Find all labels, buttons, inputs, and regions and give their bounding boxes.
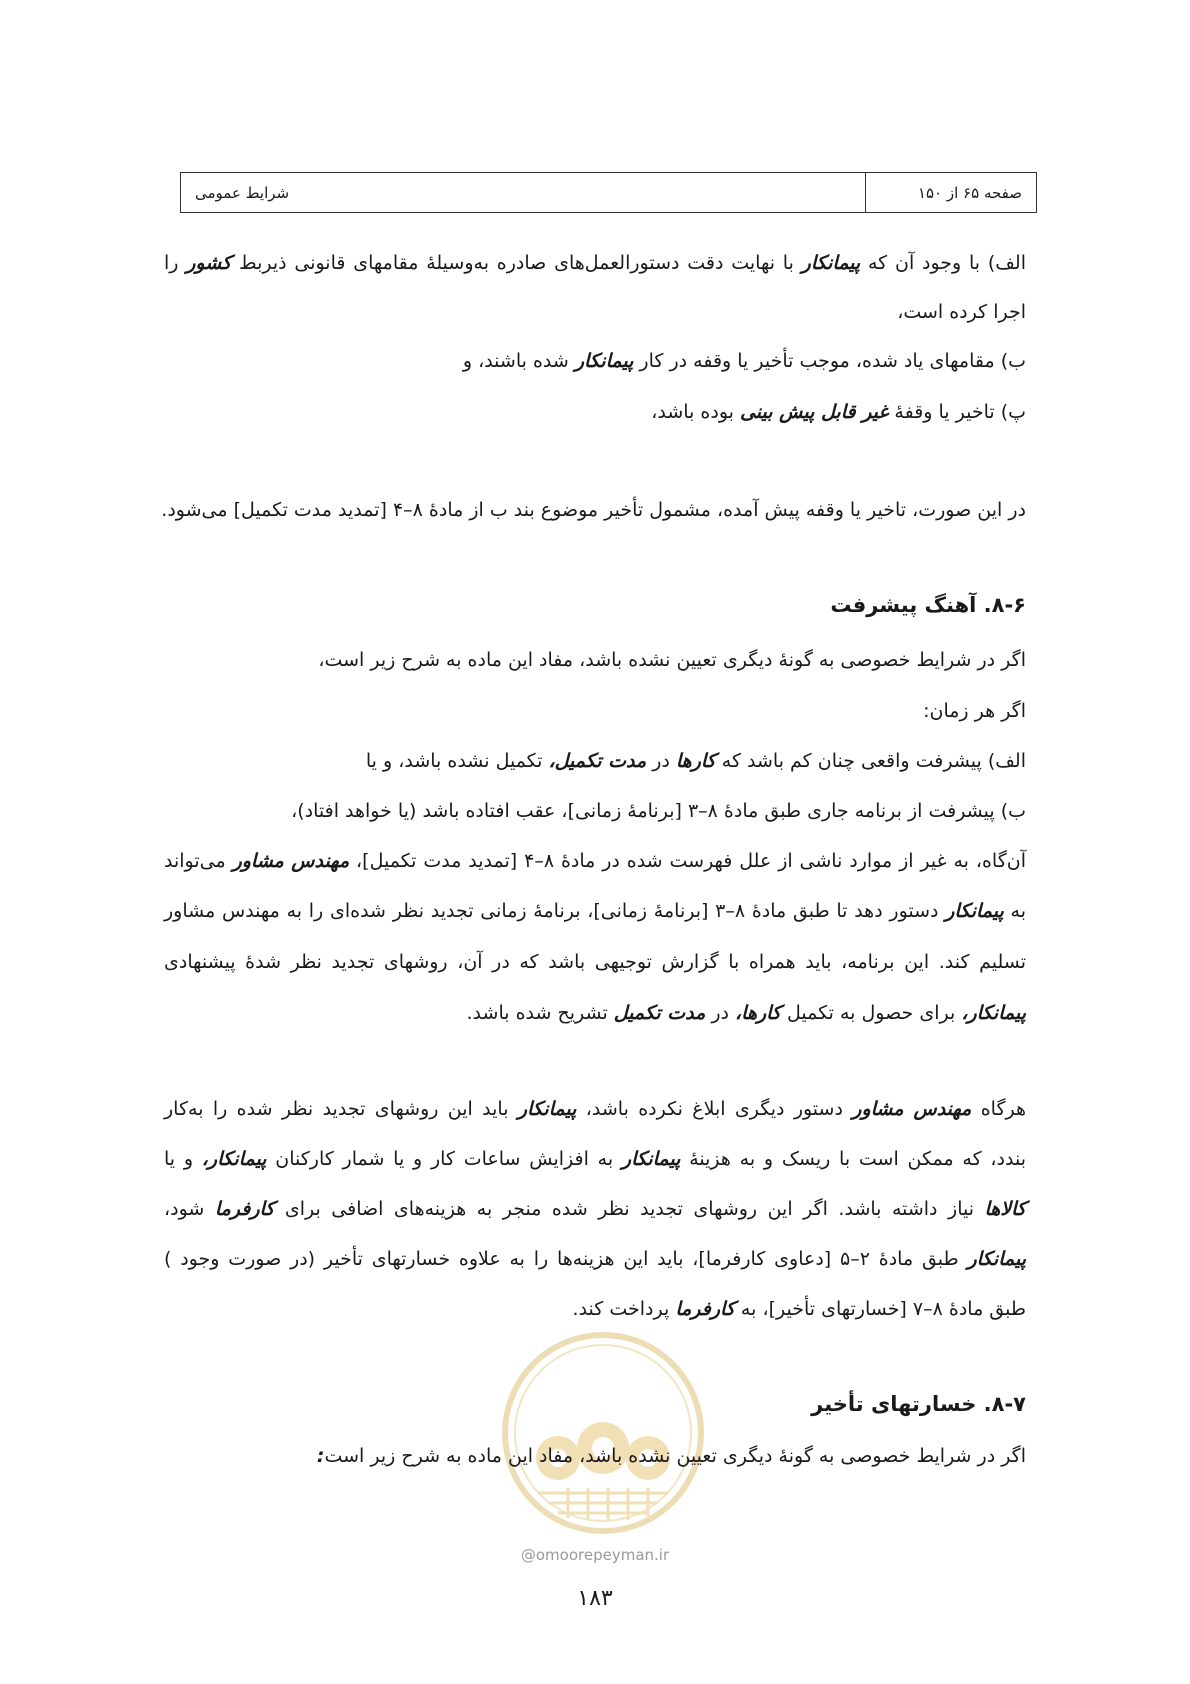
paragraph-line: تسلیم کند. این برنامه، باید همراه با گزارش توجیهی باشد که در آن، روشهای تجدید نظر شدهٔ پیشنهادی [164,951,1026,973]
page-counter: صفحه ۶۵ از ۱۵۰ [865,173,1036,212]
paragraph-line: به پیمانکار دستور دهد تا طبق مادهٔ ۸–۳ [برنامهٔ زمانی]، برنامهٔ زمانی تجدید نظر شده‌ای را به مهندس مشاور [164,900,1026,922]
paragraph-line: هرگاه مهندس مشاور دستور دیگری ابلاغ نکرده باشد، پیمانکار باید این روشهای تجدید نظر شده را به‌کار [164,1098,1026,1120]
paragraph-line: اگر در شرایط خصوصی به گونهٔ دیگری تعیین نشده باشد، مفاد این ماده به شرح زیر است، [318,649,1026,671]
paragraph-line: پ) تاخیر یا وقفهٔ غیر قابل پیش بینی بوده باشد، [651,401,1026,423]
paragraph-line: ب) پیشرفت از برنامه جاری طبق مادهٔ ۸–۳ [برنامهٔ زمانی]، عقب افتاده باشد (یا خواهد افتاد)، [291,800,1026,822]
watermark-logo-icon [498,1328,708,1538]
paragraph-line: آن‌گاه، به غیر از موارد ناشی از علل فهرست شده در مادهٔ ۸–۴ [تمدید مدت تکمیل]، مهندس مشاور می‌تواند [164,850,1026,872]
section-heading: ۸-۷. خسارتهای تأخیر [811,1392,1026,1416]
paragraph-line: بندد، که ممکن است با ریسک و به هزینهٔ پیمانکار به افزایش ساعات کار و یا شمار کارکنان پیمانکار، و یا [164,1148,1026,1170]
watermark-url: @omoorepeyman.ir [520,1546,670,1564]
paragraph-line: الف) پیشرفت واقعی چنان کم باشد که کارها در مدت تکمیل، تکمیل نشده باشد، و یا [365,750,1026,772]
section-heading: ۸-۶. آهنگ پیشرفت [830,593,1026,617]
paragraph-line: کالاها نیاز داشته باشد. اگر این روشهای تجدید نظر شده منجر به هزینه‌های اضافی برای کارفرما شود، [164,1198,1026,1220]
paragraph-line: در این صورت، تاخیر یا وقفه پیش آمده، مشمول تأخیر موضوع بند ب از مادهٔ ۸–۴ [تمدید مدت تکمیل] می‌شود. [161,499,1026,521]
paragraph-line: پیمانکار طبق مادهٔ ۲–۵ [دعاوی کارفرما]، باید این هزینه‌ها را به علاوه خسارتهای تأخیر (در صورت وجود ) [164,1248,1026,1270]
page-header [180,172,1037,213]
paragraph-line: ب) مقامهای یاد شده، موجب تأخیر یا وقفه در کار پیمانکار شده باشند، و [462,350,1026,372]
paragraph-line: اجرا کرده است، [897,301,1026,323]
paragraph-line: الف) با وجود آن که پیمانکار با نهایت دقت دستورالعمل‌های صادره به‌وسیلهٔ مقامهای قانونی ذیربط کشور را [164,252,1027,274]
paragraph-line: اگر هر زمان: [923,700,1026,722]
paragraph-line: اگر در شرایط خصوصی به گونهٔ دیگری تعیین نشده باشد، مفاد این ماده به شرح زیر است: [316,1445,1026,1467]
page-number: ۱۸۳ [577,1586,613,1611]
section-label: شرایط عمومی [195,183,290,202]
paragraph-line: طبق مادهٔ ۸–۷ [خسارتهای تأخیر]، به کارفرما پرداخت کند. [572,1298,1026,1320]
paragraph-line: پیمانکار، برای حصول به تکمیل کارها، در مدت تکمیل تشریح شده باشد. [466,1002,1026,1024]
